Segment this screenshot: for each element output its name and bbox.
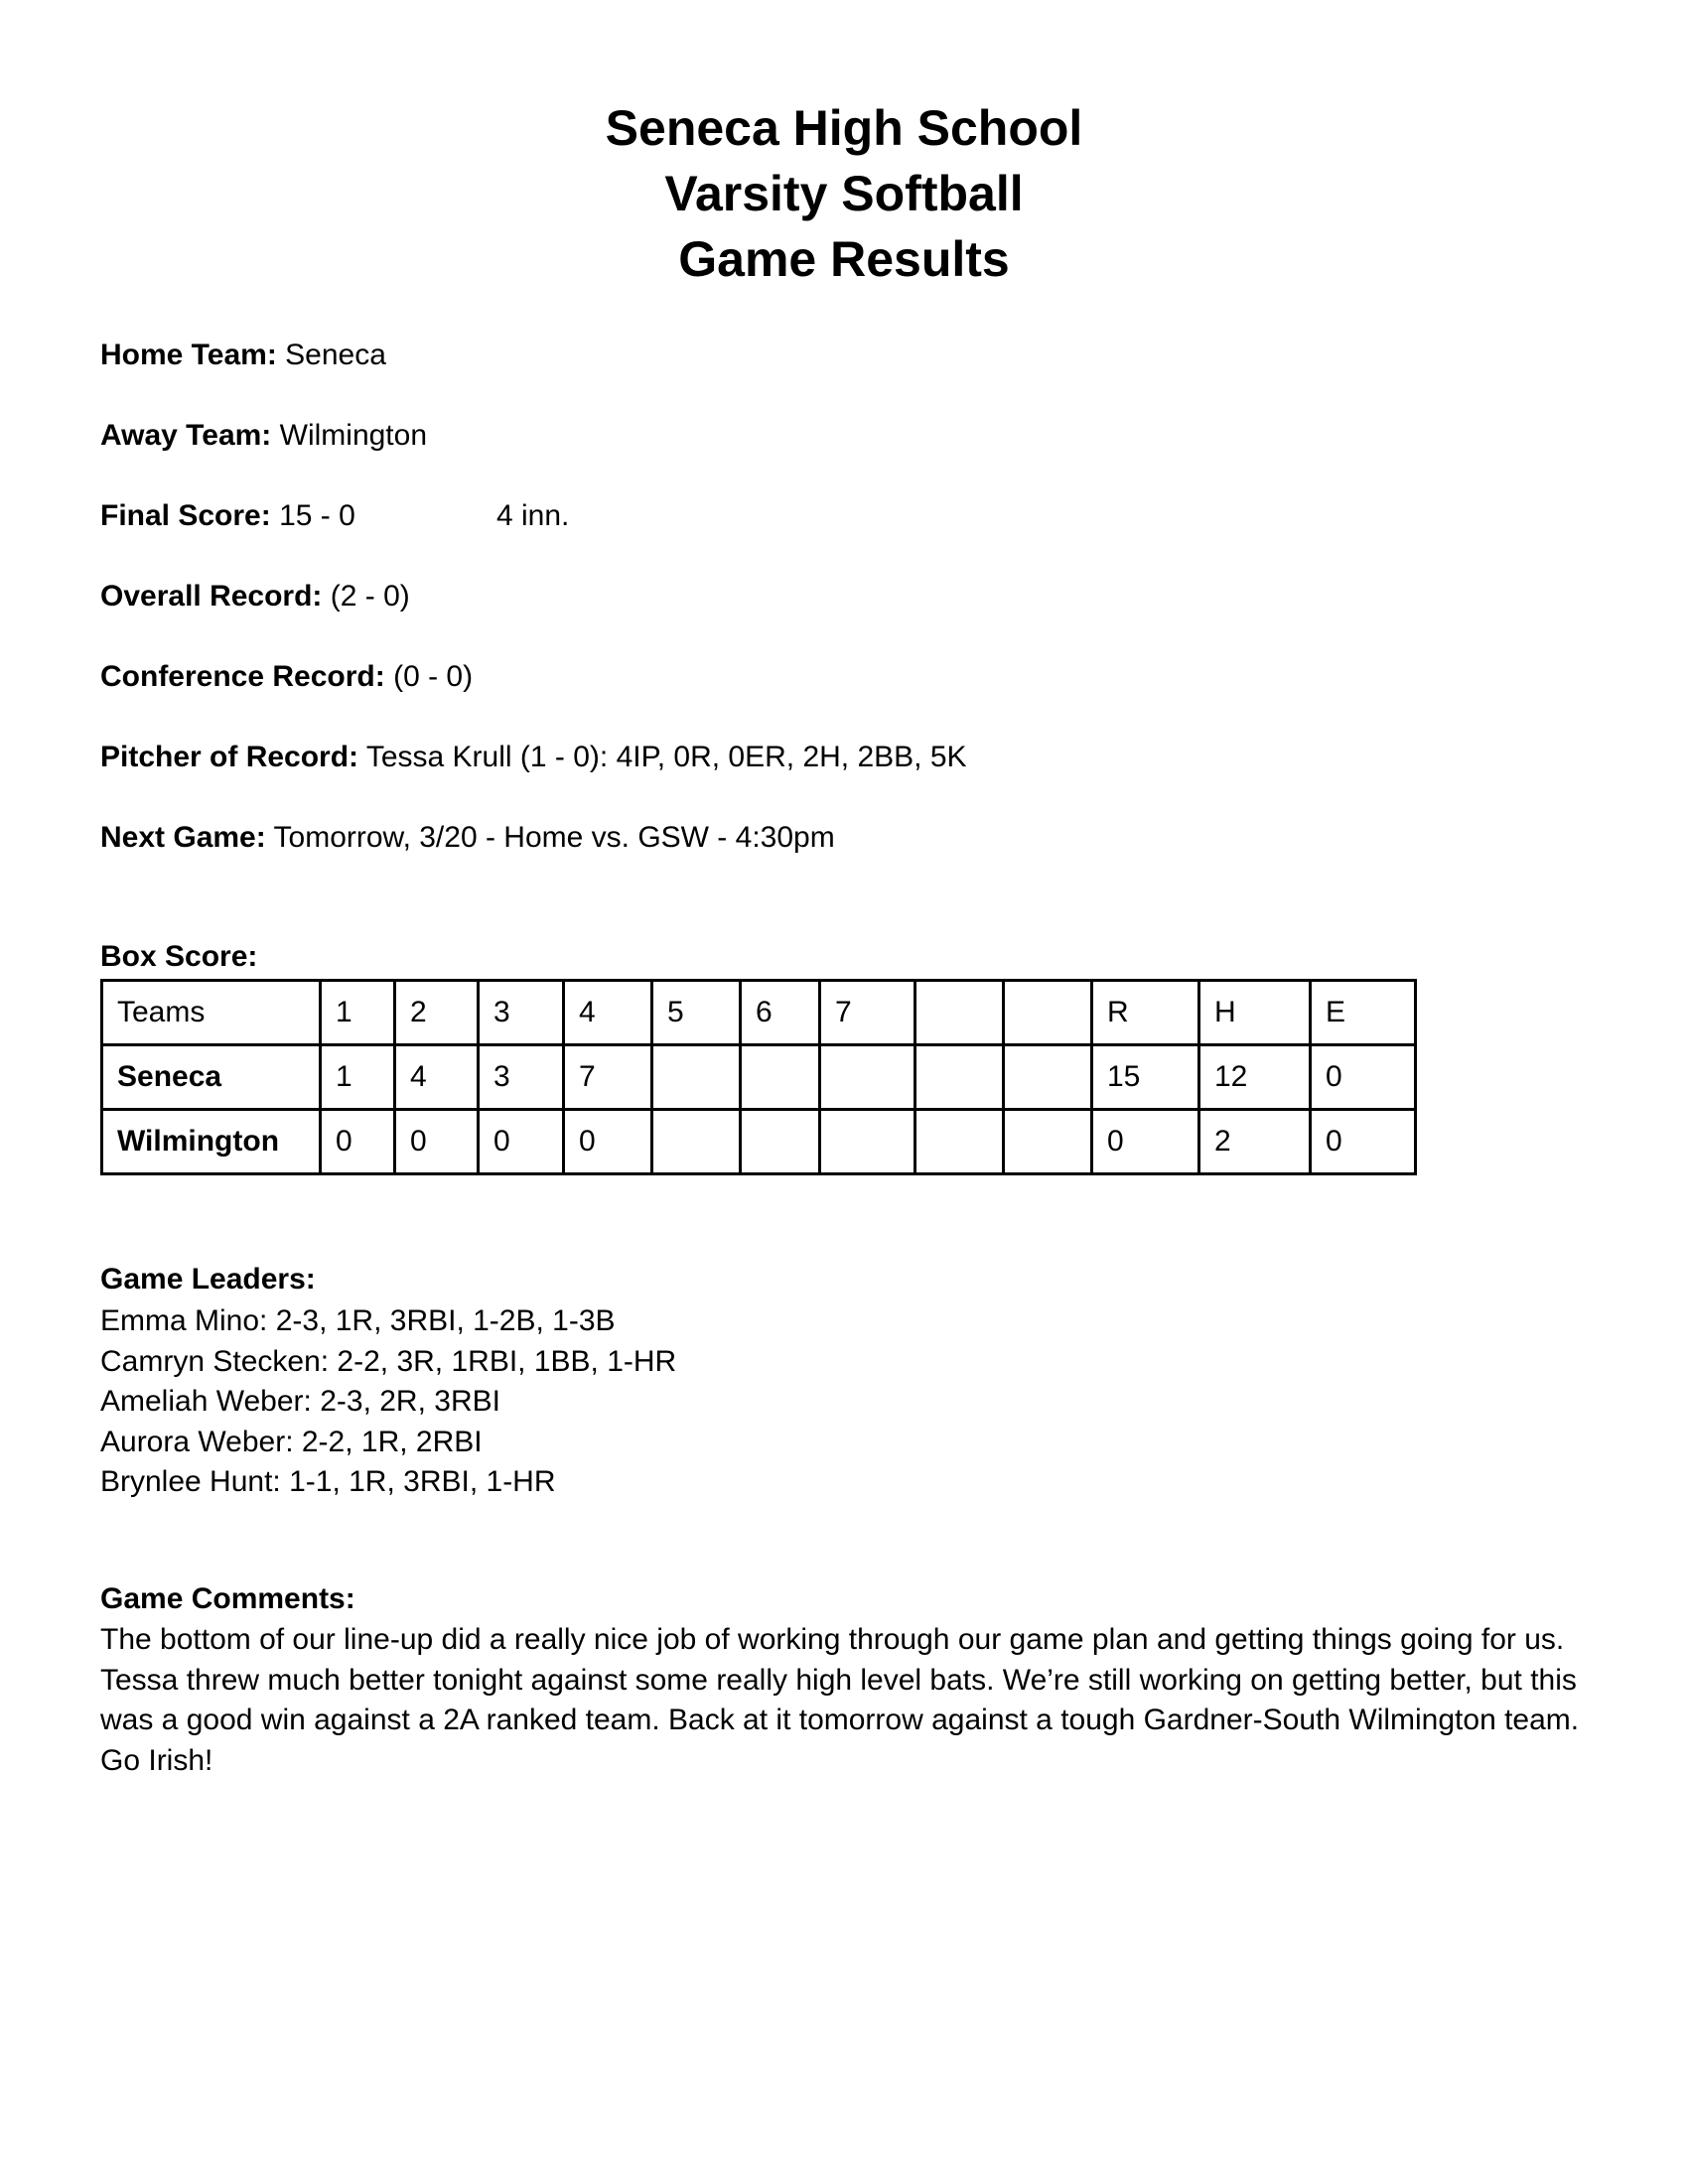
header-cell: 2: [395, 981, 479, 1045]
leader-item: Ameliah Weber: 2-3, 2R, 3RBI: [100, 1385, 500, 1418]
score-cell: [741, 1045, 820, 1110]
errors-cell: 0: [1311, 1110, 1416, 1174]
runs-cell: 15: [1092, 1045, 1199, 1110]
overall-record-field: [100, 579, 410, 614]
score-cell: 0: [321, 1110, 395, 1174]
pitcher-label: Pitcher of Record:: [100, 741, 359, 773]
box-score-row-seneca: [102, 1045, 1416, 1110]
score-cell: [915, 1045, 1004, 1110]
overall-record-label: Overall Record:: [100, 580, 323, 613]
box-score-table: [100, 979, 1417, 1175]
score-cell: 1: [321, 1045, 395, 1110]
away-team-label: Away Team:: [100, 419, 272, 452]
box-score-label: Box Score:: [100, 940, 258, 973]
header-cell: 1: [321, 981, 395, 1045]
header-cell: Teams: [102, 981, 321, 1045]
next-game-value: Tomorrow, 3/20 - Home vs. GSW - 4:30pm: [273, 821, 835, 854]
header-cell: R: [1092, 981, 1199, 1045]
pitcher-value: Tessa Krull (1 - 0): 4IP, 0R, 0ER, 2H, 2BB, 5K: [365, 741, 967, 773]
score-cell: 0: [479, 1110, 564, 1174]
runs-cell: 0: [1092, 1110, 1199, 1174]
hits-cell: 2: [1199, 1110, 1311, 1174]
score-cell: 0: [564, 1110, 652, 1174]
header-cell: [1004, 981, 1092, 1045]
score-cell: [741, 1110, 820, 1174]
score-cell: 3: [479, 1045, 564, 1110]
title-school: Seneca High School: [605, 100, 1083, 156]
document-title: [0, 95, 1688, 292]
final-score-field: [100, 498, 355, 534]
errors-cell: 0: [1311, 1045, 1416, 1110]
leader-item: Aurora Weber: 2-2, 1R, 2RBI: [100, 1425, 483, 1458]
header-cell: [915, 981, 1004, 1045]
header-cell: E: [1311, 981, 1416, 1045]
final-score-value: 15 - 0: [279, 499, 355, 532]
score-cell: [652, 1045, 741, 1110]
conference-record-value: (0 - 0): [393, 660, 474, 693]
game-leaders-list: [100, 1301, 676, 1503]
header-cell: H: [1199, 981, 1311, 1045]
team-cell: Seneca: [102, 1045, 321, 1110]
score-cell: 7: [564, 1045, 652, 1110]
conference-record-field: [100, 659, 473, 695]
score-cell: [1004, 1045, 1092, 1110]
conference-record-label: Conference Record:: [100, 660, 385, 693]
title-sport: Varsity Softball: [664, 166, 1024, 221]
home-team-label: Home Team:: [100, 339, 277, 371]
header-cell: 5: [652, 981, 741, 1045]
score-cell: [915, 1110, 1004, 1174]
team-cell: Wilmington: [102, 1110, 321, 1174]
score-cell: [820, 1045, 915, 1110]
header-cell: 3: [479, 981, 564, 1045]
game-leaders-label: Game Leaders:: [100, 1263, 316, 1296]
header-cell: 4: [564, 981, 652, 1045]
away-team-field: [100, 418, 427, 454]
innings-value: 4 inn.: [496, 499, 570, 532]
header-cell: 7: [820, 981, 915, 1045]
score-cell: [1004, 1110, 1092, 1174]
score-cell: 4: [395, 1045, 479, 1110]
game-comments-label: Game Comments:: [100, 1582, 355, 1615]
leader-item: Camryn Stecken: 2-2, 3R, 1RBI, 1BB, 1-HR: [100, 1344, 677, 1378]
final-score-label: Final Score:: [100, 499, 271, 532]
box-score-header-row: [102, 981, 1416, 1045]
away-team-value: Wilmington: [279, 419, 428, 452]
header-cell: 6: [741, 981, 820, 1045]
overall-record-value: (2 - 0): [330, 580, 410, 613]
game-comments-text: The bottom of our line-up did a really nice job of working through our game plan and getting things going for us. Tessa threw much better tonight against some really high level bats. We’re still working on getting better, but this was a good win against a 2A ranked team. Back at it tomorrow against a tough Gardner-South Wilmington team. Go Irish!: [100, 1623, 1580, 1777]
leader-item: Brynlee Hunt: 1-1, 1R, 3RBI, 1-HR: [100, 1465, 556, 1498]
home-team-field: [100, 338, 386, 373]
score-cell: [652, 1110, 741, 1174]
home-team-value: Seneca: [285, 339, 386, 371]
leader-item: Emma Mino: 2-3, 1R, 3RBI, 1-2B, 1-3B: [100, 1304, 616, 1337]
hits-cell: 12: [1199, 1045, 1311, 1110]
pitcher-field: [100, 740, 967, 775]
title-heading: Game Results: [678, 231, 1010, 287]
next-game-label: Next Game:: [100, 821, 266, 854]
score-cell: 0: [395, 1110, 479, 1174]
score-cell: [820, 1110, 915, 1174]
box-score-row-wilmington: [102, 1110, 1416, 1174]
next-game-field: [100, 820, 835, 856]
